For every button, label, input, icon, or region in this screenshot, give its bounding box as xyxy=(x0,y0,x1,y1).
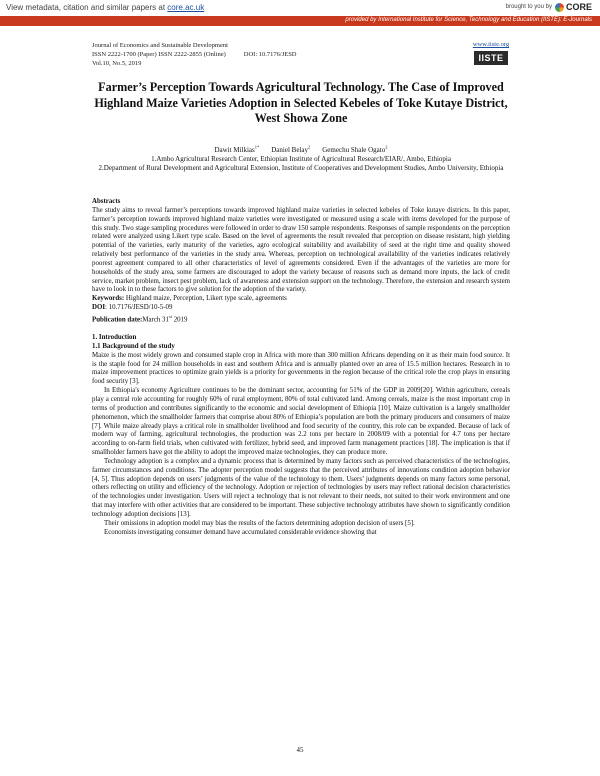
paper-title: Farmer’s Perception Towards Agricultural Technology. The Case of Improved Highland Maize Varieties Adoption in Selected Kebeles of Toke Kutaye District, West Showa Zone xyxy=(94,80,508,125)
journal-name: Journal of Economics and Sustainable Development xyxy=(92,42,228,49)
journal-url[interactable]: www.iiste.org xyxy=(472,41,510,48)
abstract-text: The study aims to reveal farmer’s perceptions towards improved highland maize varieties in selected kebeles of Toke kutaye districts. In this paper, farmer’s perception towards improved highland maize varieties were investigated or measured using a scale with items developed for the purpose of this study. Two stage sampling procedures were followed in order to draw 150 sample respondents. Responses of sample respondents on the perception related were analyzed using Likert type scale. Based on the level of agreements the result revealed that perception on disease resistant, high yielding potential of the varieties, early maturity of the varieties, agro ecological suitability and availability of seed at the right time and quality showed relatively best performance of the varieties in the study area. Whereas, perception on technological availability of the varieties indicates relatively poorest agreement compared to all other characteristics of level of agreements considered. Even if the advantages of the varieties are more for households of the study area, some farmers are discouraged to adopt the variety because of reasons such as demand more inputs, the lack of credit service, market problem, insect pest problem, lack of awareness and extension support on the technology. Therefore, the extension and research system have to look in to these factors to give solution for the adoption of the variety. xyxy=(92,206,510,294)
paragraph-3: Technology adoption is a complex and a dynamic process that is determined by many factors such as perceived characteristics of the technologies, farmer circumstances and conditions. The adopter perception model suggests that the perceived attributes of innovations condition adoption behavior [4, 5]. Thus adoption depends on users’ judgments of the value of the technology to them. Users’ judgments depends on many factors some personal, others reflecting on utility and efficiency of the technology. Adoption or rejection of technologies by users may reflect rational decision characteristics of the technologies under investigation. Users will reject a technology that is not relevant to their needs, not suited to their work environment and one that may interfere with other activities that are considered to be important. These subjective technology attributes have shown to significantly condition technology adoption decisions [13]. xyxy=(92,457,510,518)
affiliation-1: 1.Ambo Agricultural Research Center, Ethiopian Institute of Agricultural Research/EIAR/, Ambo, Ethiopia xyxy=(151,155,451,163)
core-logo-icon xyxy=(555,3,564,12)
brought-by xyxy=(506,2,592,12)
paragraph-4: Their omissions in adoption model may bias the results of the factors determining adoption decision of users [5]. xyxy=(104,519,415,527)
core-logo-label: CORE xyxy=(565,2,592,12)
affiliation-2: 2.Department of Rural Development and Agricultural Extension, Institute of Cooperatives and Development Studies, Ambo University, Ethiopia xyxy=(98,164,504,173)
publication-date: Publication date:March 31st 2019 xyxy=(92,313,188,324)
journal-doi: DOI: 10.7176/JESD xyxy=(243,51,297,58)
brought-by-label: brought to you by xyxy=(505,4,552,10)
background-heading: 1.1 Background of the study xyxy=(92,342,175,350)
journal-volume: Vol.10, No.5, 2019 xyxy=(92,60,142,67)
journal-header xyxy=(92,41,297,68)
paragraph-5: Economists investigating consumer demand have accumulated considerable evidence showing that xyxy=(104,528,377,536)
author-3: Gemechu Shale Ogato$^2$ xyxy=(322,145,388,155)
metadata-text xyxy=(6,3,204,12)
author-1: Dawit Milkias$^{1*}$ xyxy=(214,145,260,155)
page-number: 45 xyxy=(296,746,304,754)
top-metadata-bar xyxy=(0,0,600,16)
affiliations xyxy=(92,155,510,174)
keywords: Keywords: Highland maize, Perception, Likert type scale, agreements xyxy=(92,295,287,303)
provider-text: provided by International Institute for Science, Technology and Education (IISTE): E-Journals xyxy=(345,17,592,23)
author-list xyxy=(92,143,510,155)
metadata-label: View metadata, citation and similar papers at xyxy=(6,3,166,12)
doi-line: DOI: 10.7176/JESD/10-5-09 xyxy=(92,304,173,312)
paragraph-1: Maize is the most widely grown and consumed staple crop in Africa with more than 300 million Africans depending on it as their main food source. It is the staple food for 24 million households in east and southern Africa and is annually planted over an area of 15.5 million hectares. Research in to maize improvement practices to optimize grain yields is a priority for governments in the region because of the critical role the crop plays in ensuring food security [3]. xyxy=(92,351,510,386)
journal-issn: ISSN 2222-1700 (Paper) ISSN 2222-2855 (Online) xyxy=(92,51,226,58)
core-link[interactable]: core.ac.uk xyxy=(167,3,205,12)
introduction-heading: 1. Introduction xyxy=(92,334,137,342)
abstract-heading: Abstracts xyxy=(92,198,121,205)
iiste-block xyxy=(466,41,516,66)
iiste-logo: IISTE xyxy=(474,51,507,65)
author-2: Daniel Belay$^2$ xyxy=(271,145,311,155)
paragraph-2: In Ethiopia's economy Agriculture continues to be the dominant sector, accounting for 51% of the GDP in 2009[20]. Within agriculture, cereals play a central role accounting for roughly 60% of rural employment, 80% of total cultivated land. Among cereals, maize is the most important crop in terms of production and contributes significantly to the economic and social development of Ethiopia [10]. Maize cultivation is a largely smallholder phenomenon, which the smallholder farmers that comprise about 80% of Ethiopia’s population are both the primary producers and consumers of maize [7]. While maize already plays a critical role in smallholder livelihood and food security of the country, this role can be expanded. Because of lack of modern way of farming, agricultural technologies, the production was 2.2 tons per hectare in 2008/09 with a potential for 4.7 tons per hectare according to on-farm field trials, when cultivated with fertilizer, hybrid seed, and improved farm management practices [18]. The implication is that if smallholder farmers have got the ability to adopt the improved maize technologies, they can produce more. xyxy=(92,387,510,457)
provider-bar xyxy=(0,16,600,26)
paper-body xyxy=(92,198,510,538)
core-logo[interactable] xyxy=(555,2,592,12)
